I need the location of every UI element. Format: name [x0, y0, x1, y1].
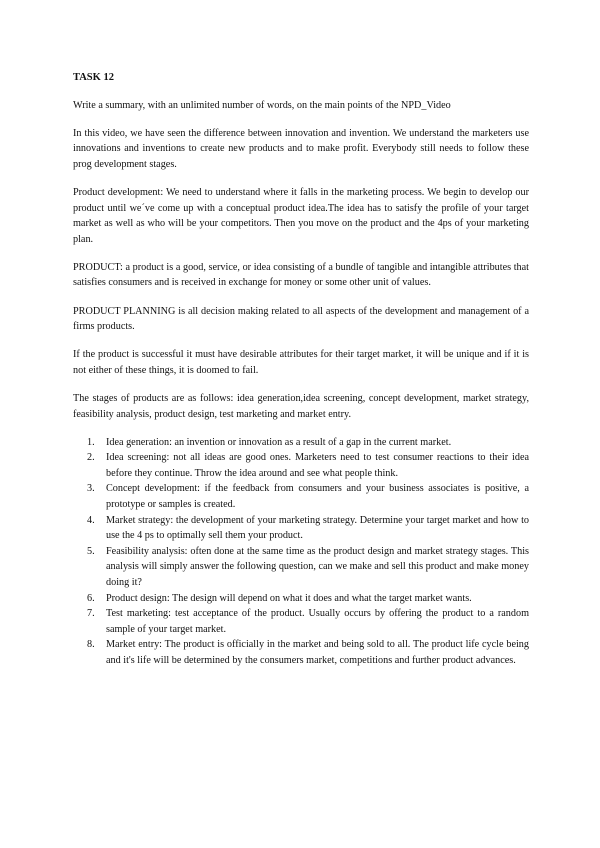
instruction-text: Write a summary, with an unlimited number of words, on the main points of the NPD_Video: [73, 99, 451, 111]
paragraph-product-development: Product development: We need to understand where it falls in the marketing process. We begin to develop our product until we´ve come up with a conceptual product idea.The idea has to satisfy the profile of your target market as well as who will be your competitors. Then you move on the product and the 4ps of your marketing plan.: [73, 186, 529, 245]
list-number: 7.: [87, 608, 95, 620]
list-item: [73, 606, 529, 637]
paragraph-success: If the product is successful it must have desirable attributes for their target market, it will be unique and if it is not either of these things, it is doomed to fail.: [73, 349, 529, 376]
paragraph-product-definition: PRODUCT: a product is a good, service, or idea consisting of a bundle of tangible and intangible attributes that satisfies consumers and is received in exchange for money or some other unit of values.: [73, 261, 529, 289]
document-title: TASK 12: [73, 72, 114, 83]
list-item-text: Test marketing: test acceptance of the product. Usually occurs by offering the product to a random sample of your target market.: [106, 608, 529, 635]
list-number: 8.: [87, 639, 95, 651]
list-number: 2.: [87, 452, 95, 464]
document-page: [73, 70, 529, 669]
list-number: 4.: [87, 514, 95, 526]
paragraph-intro: In this video, we have seen the difference between innovation and invention. We understand the marketers use innovations and inventions to create new products and to make profit. Everybody still needs to follow these prog development stages.: [73, 127, 529, 170]
list-item: [73, 544, 529, 591]
paragraph-product-planning: PRODUCT PLANNING is all decision making related to all aspects of the development and management of a firms products.: [73, 305, 529, 333]
stages-list: [73, 435, 529, 669]
list-item: [73, 481, 529, 512]
list-item: [73, 450, 529, 481]
list-item-text: Idea generation: an invention or innovation as a result of a gap in the current market.: [106, 436, 452, 448]
list-item-text: Market strategy: the development of your marketing strategy. Determine your target market and how to use the 4 ps to optimally sell them your product.: [106, 514, 529, 542]
list-item-text: Market entry: The product is officially in the market and being sold to all. The product life cycle being and it's life will be determined by the consumers market, competitions and further product advances.: [106, 639, 529, 666]
list-item: [73, 591, 529, 607]
list-number: 3.: [87, 483, 95, 495]
list-number: 6.: [87, 592, 95, 604]
list-item-text: Feasibility analysis: often done at the same time as the product design and market strategy stages. This analysis will simply answer the following question, can we make and sell this product and make money doing it?: [106, 545, 529, 588]
list-item-text: Concept development: if the feedback from consumers and your business associates is positive, a prototype or samples is created.: [106, 483, 529, 510]
list-item-text: Idea screening: not all ideas are good ones. Marketers need to test consumer reactions to their idea before they continue. Throw the idea around and see what people think.: [106, 452, 529, 479]
list-item-text: Product design: The design will depend on what it does and what the target market wants.: [106, 592, 472, 604]
list-number: 1.: [87, 436, 95, 448]
paragraph-stages-intro: The stages of products are as follows: idea generation,idea screening, concept development, market strategy, feasibility analysis, product design, test marketing and market entry.: [73, 392, 529, 420]
list-item: [73, 513, 529, 544]
list-item: [73, 637, 529, 668]
list-number: 5.: [87, 545, 95, 557]
list-item: [73, 435, 529, 451]
